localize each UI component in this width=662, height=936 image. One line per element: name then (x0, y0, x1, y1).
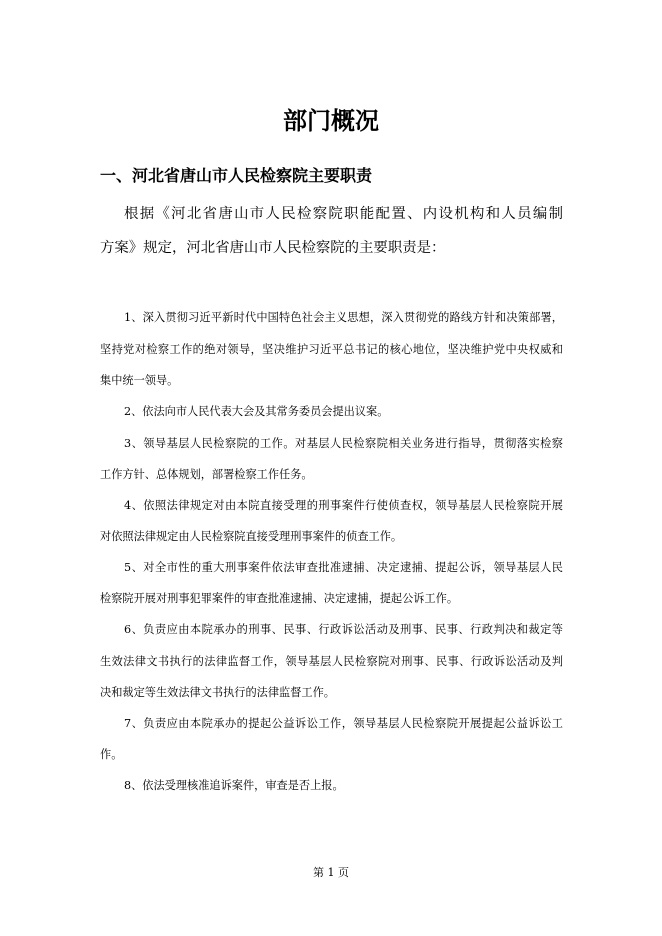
duty-item-line: 决和裁定等生效法律文书执行的法律监督工作。 (100, 686, 335, 699)
page-title: 部门概况 (283, 107, 379, 135)
duty-item-line: 坚持党对检察工作的绝对领导，坚决维护习近平总书记的核心地位，坚决维护党中央权威和 (100, 343, 563, 356)
duty-item-line: 6、负责应由本院承办的刑事、民事、行政诉讼活动及刑事、民事、行政判决和裁定等 (124, 623, 563, 636)
duty-item-line: 4、依照法律规定对由本院直接受理的刑事案件行使侦查权，领导基层人民检察院开展 (124, 499, 563, 512)
duty-item-line: 5、对全市性的重大刑事案件依法审查批准逮捕、决定逮捕、提起公诉，领导基层人民 (124, 561, 563, 574)
duty-item-line: 7、负责应由本院承办的提起公益诉讼工作，领导基层人民检察院开展提起公益诉讼工 (124, 717, 563, 730)
intro-line: 根据《河北省唐山市人民检察院职能配置、内设机构和人员编制 (124, 206, 563, 222)
page-number: 第 1 页 (313, 866, 349, 879)
section-heading: 一、河北省唐山市人民检察院主要职责 (100, 166, 373, 185)
duty-item-line: 3、领导基层人民检察院的工作。对基层人民检察院相关业务进行指导，贯彻落实检察 (124, 437, 563, 450)
duty-item-line: 作。 (100, 748, 123, 761)
duty-item-line: 1、深入贯彻习近平新时代中国特色社会主义思想，深入贯彻党的路线方针和决策部署， (124, 311, 563, 324)
duty-item-line: 检察院开展对刑事犯罪案件的审查批准逮捕、决定逮捕，提起公诉工作。 (100, 592, 459, 605)
duty-item-line: 2、依法向市人民代表大会及其常务委员会提出议案。 (124, 405, 389, 418)
duty-item-line: 8、依法受理核准追诉案件，审查是否上报。 (124, 779, 344, 792)
duty-item-line: 集中统一领导。 (100, 374, 179, 387)
intro-line: 方案》规定，河北省唐山市人民检察院的主要职责是： (100, 240, 446, 256)
duty-item-line: 对依照法律规定由人民检察院直接受理刑事案件的侦查工作。 (100, 530, 403, 543)
duty-item-line: 工作方针、总体规划，部署检察工作任务。 (100, 468, 313, 481)
duty-item-line: 生效法律文书执行的法律监督工作，领导基层人民检察院对刑事、民事、行政诉讼活动及判 (100, 655, 563, 668)
